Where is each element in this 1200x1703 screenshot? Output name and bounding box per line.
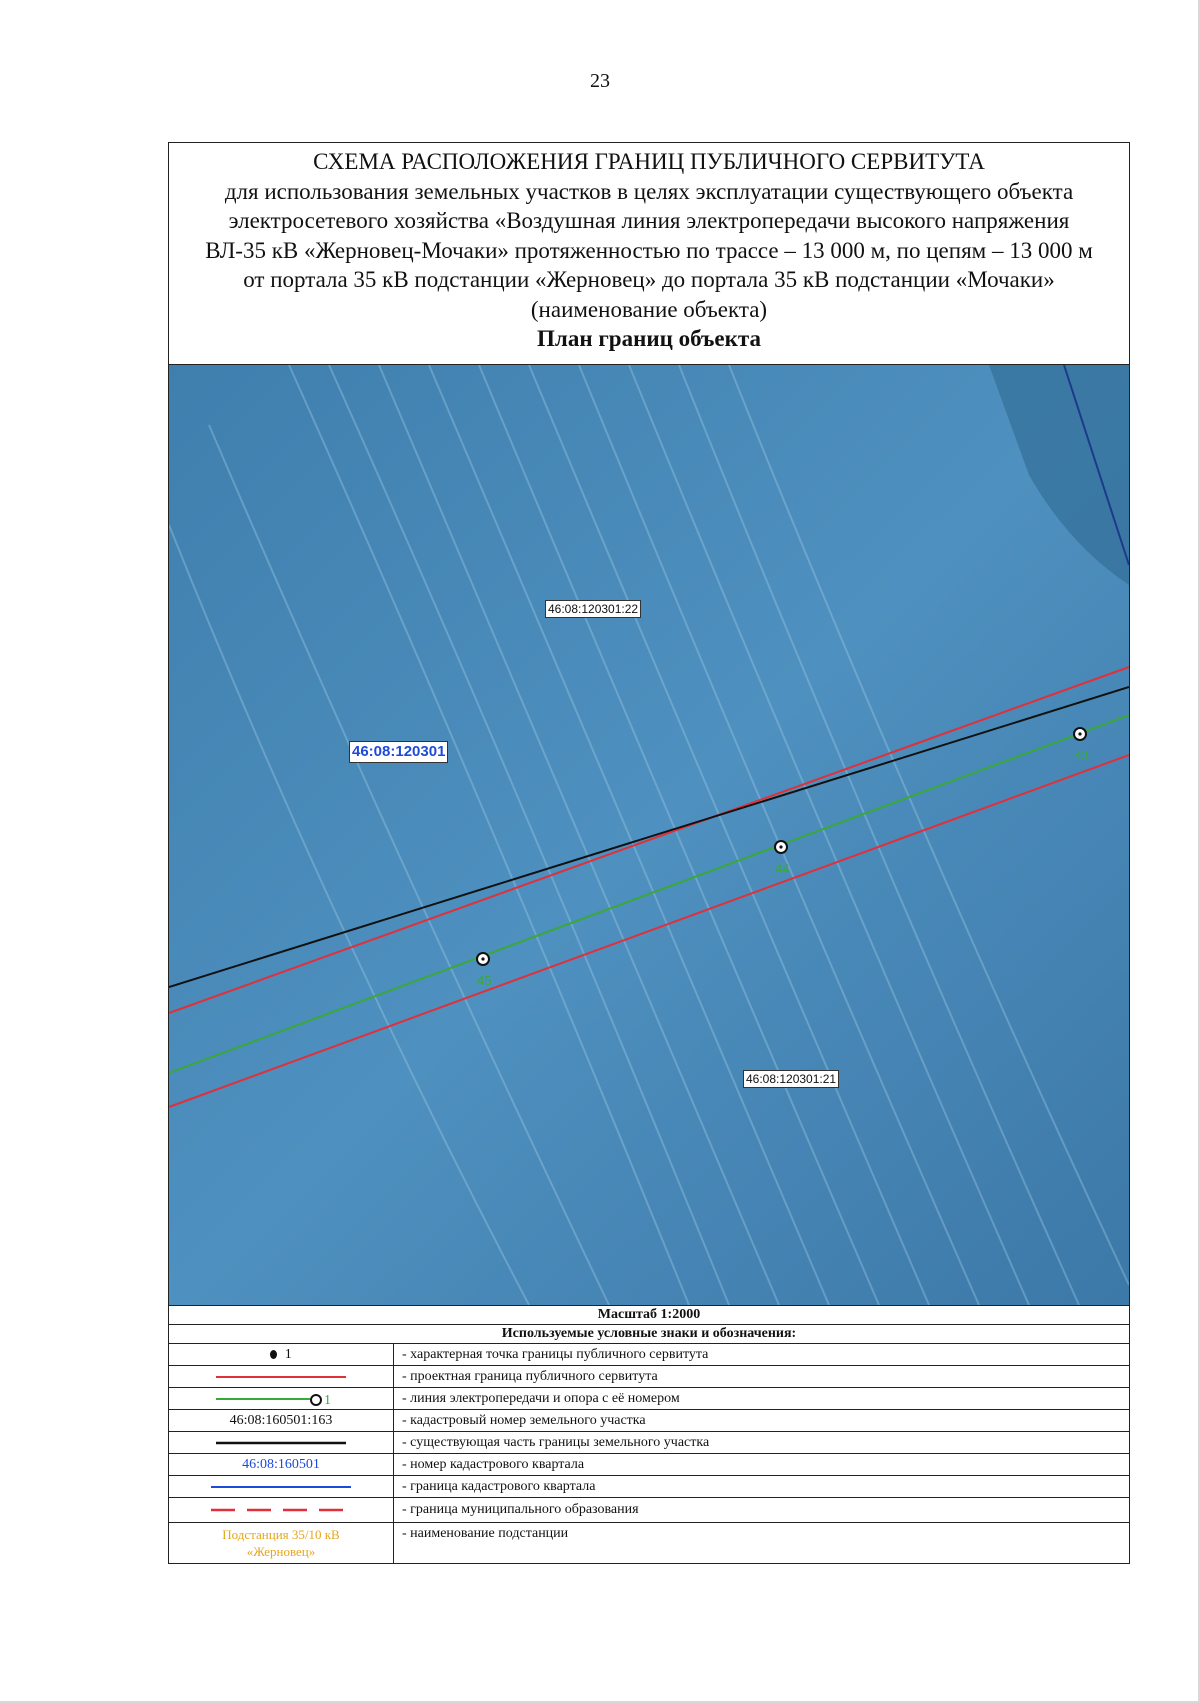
scheme-frame xyxy=(168,142,1130,1564)
title-line-6: (наименование объекта) xyxy=(530,296,768,322)
legend-symbol xyxy=(169,1432,394,1454)
red-dashed-line-icon xyxy=(211,1507,351,1513)
legend-text: - номер кадастрового квартала xyxy=(394,1454,1130,1476)
title-line-5: от портала 35 кВ подстанции «Жерновец» до портала 35 кВ подстанции «Мочаки» xyxy=(243,267,1055,292)
blue-line-icon xyxy=(211,1484,351,1490)
aerial-map xyxy=(169,365,1129,1305)
legend-row xyxy=(169,1498,1129,1523)
red-line-icon xyxy=(216,1374,346,1380)
legend-text: - кадастровый номер земельного участка xyxy=(394,1410,1130,1432)
legend-text: - граница муниципального образования xyxy=(394,1498,1130,1523)
legend-text: - линия электропередачи и опора с её номером xyxy=(394,1388,1130,1410)
legend-symbol xyxy=(169,1498,394,1523)
parcel-label-south: 46:08:120301:21 xyxy=(743,1070,839,1088)
power-line-pole-icon xyxy=(216,1391,346,1407)
legend-row xyxy=(169,1344,1129,1366)
legend-row xyxy=(169,1410,1129,1432)
title-line-4: ВЛ-35 кВ «Жерновец-Мочаки» протяженностью по трассе – 13 000 м, по цепям – 13 000 м xyxy=(205,237,1093,263)
legend-text: - граница кадастрового квартала xyxy=(394,1476,1130,1498)
quarter-number-sample: 46:08:160501 xyxy=(169,1454,394,1476)
pole-label-44: 44 xyxy=(775,861,790,876)
legend-row xyxy=(169,1476,1129,1498)
title-block xyxy=(169,143,1129,365)
legend-row xyxy=(169,1523,1129,1564)
page-number: 23 xyxy=(590,70,610,92)
legend-symbol xyxy=(169,1476,394,1498)
pole-label-45: 45 xyxy=(477,973,492,988)
parcel-number-sample: 46:08:160501:163 xyxy=(169,1410,394,1432)
title-line-3: электросетевого хозяйства «Воздушная линия электропередачи высокого напряжения xyxy=(228,208,1070,233)
quarter-label: 46:08:120301 xyxy=(349,741,448,763)
substation-name-sample xyxy=(169,1523,394,1564)
legend-table xyxy=(169,1343,1129,1563)
parcel-label-north: 46:08:120301:22 xyxy=(545,600,641,618)
legend-text: - наименование подстанции xyxy=(394,1523,1130,1564)
legend-symbol xyxy=(169,1388,394,1410)
boundary-point-icon xyxy=(270,1350,277,1359)
plan-title: План границ объекта xyxy=(537,326,761,351)
legend-symbol xyxy=(169,1366,394,1388)
pole-label-43: 43 xyxy=(1074,748,1089,763)
substation-line-2: «Жерновец» xyxy=(246,1544,316,1559)
boundary-point-number: 1 xyxy=(284,1346,292,1362)
black-line-icon xyxy=(216,1440,346,1446)
pole-number-sample: 1 xyxy=(324,1392,331,1407)
legend-symbol xyxy=(169,1344,394,1366)
legend-title: Используемые условные знаки и обозначения: xyxy=(169,1324,1129,1343)
legend-row xyxy=(169,1366,1129,1388)
legend-text: - характерная точка границы публичного сервитута xyxy=(394,1344,1130,1366)
field-background xyxy=(169,365,1129,1305)
title-line-2: для использования земельных участков в целях эксплуатации существующего объекта xyxy=(224,178,1074,204)
legend-row xyxy=(169,1454,1129,1476)
legend-text: - проектная граница публичного сервитута xyxy=(394,1366,1130,1388)
title-line-1: СХЕМА РАСПОЛОЖЕНИЯ ГРАНИЦ ПУБЛИЧНОГО СЕРВИТУТА xyxy=(313,149,985,174)
map-area xyxy=(169,365,1129,1305)
legend-row xyxy=(169,1432,1129,1454)
legend-text: - существующая часть границы земельного участка xyxy=(394,1432,1130,1454)
scale-label: Масштаб 1:2000 xyxy=(169,1305,1129,1324)
substation-line-1: Подстанция 35/10 кВ xyxy=(222,1527,340,1542)
legend-row xyxy=(169,1388,1129,1410)
